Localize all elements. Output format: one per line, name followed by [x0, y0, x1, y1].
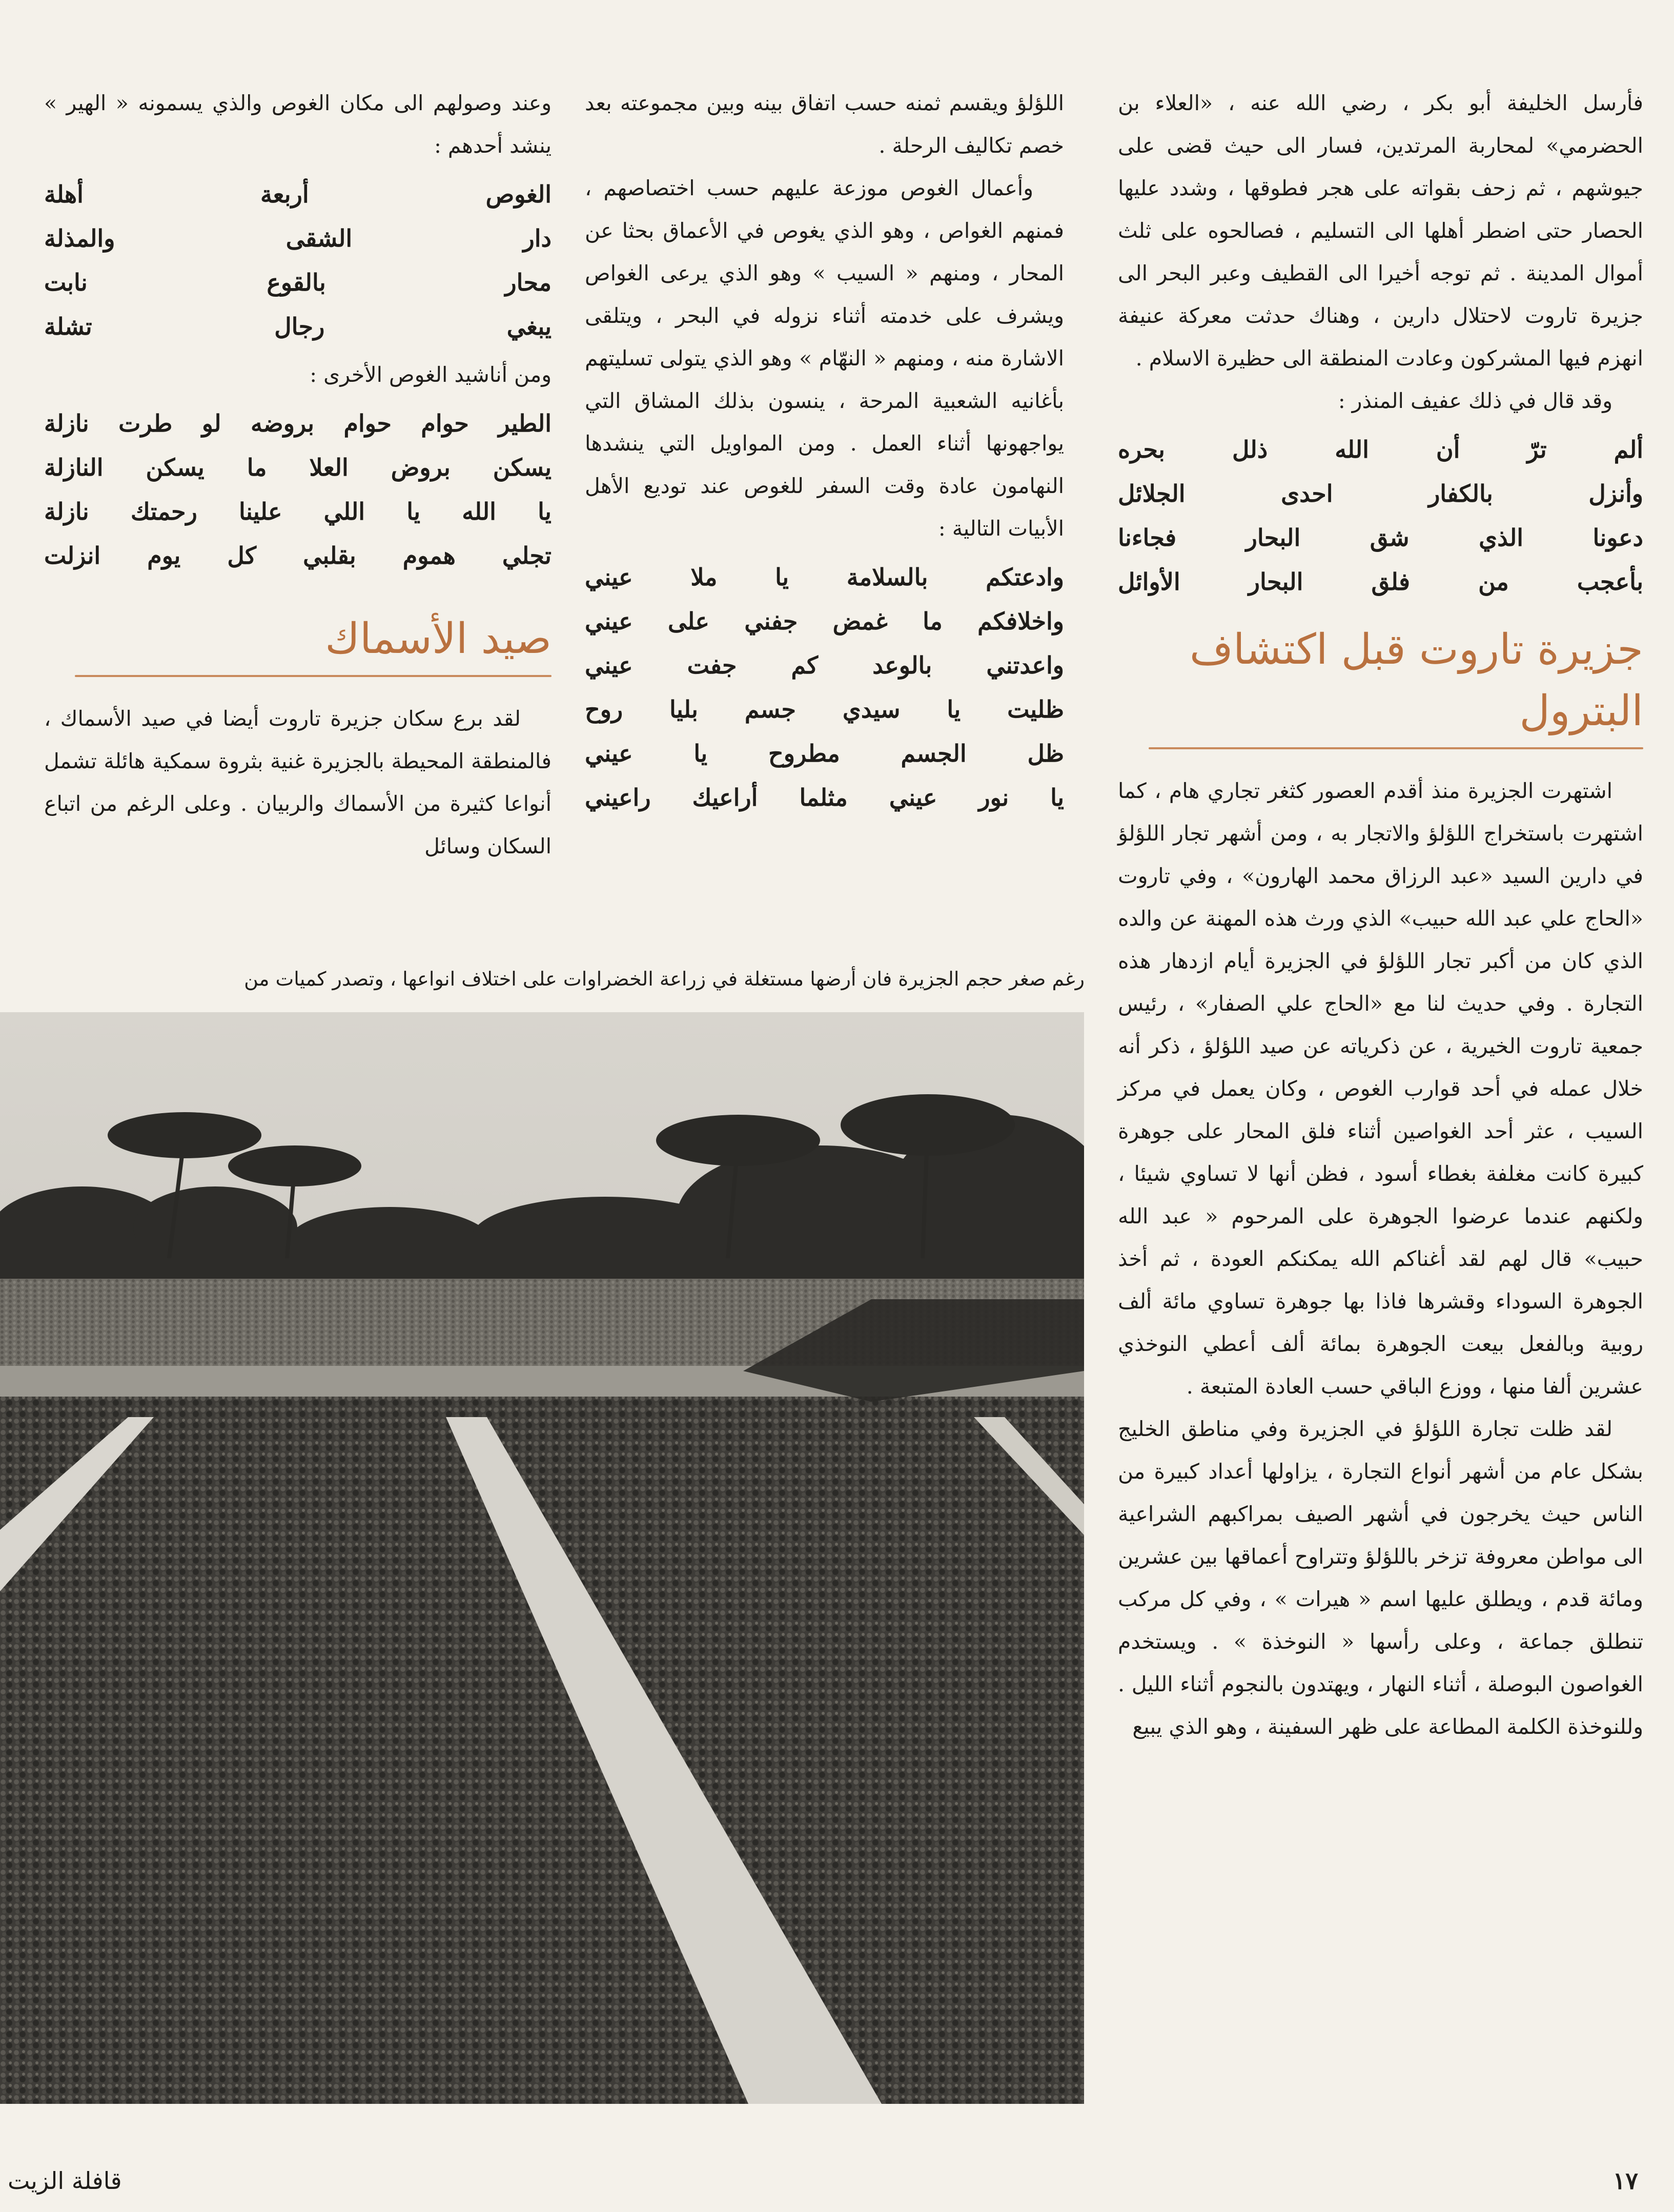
- magazine-name: قافلة الزيت: [8, 2167, 122, 2195]
- paragraph: لقد برع سكان جزيرة تاروت أيضا في صيد الأسماك ، فالمنطقة المحيطة بالجزيرة غنية بثروة سمكية هائلة تشمل أنواعا كثيرة من الأسماك والربيان . وعلى الرغم من اتباع السكان وسائل: [44, 706, 552, 858]
- column-left: [44, 82, 552, 868]
- poem-farewell: [585, 555, 1064, 820]
- section-heading-fishing: صيد الأسماك: [44, 608, 552, 677]
- paragraph: فأرسل الخليفة أبو بكر ، رضي الله عنه ، «العلاء بن الحضرمي» لمحاربة المرتدين، فسار الى حيث قضى على جيوشهم ، ثم زحف بقواته على هجر فطوقها ، وشدد عليها الحصار حتى اضطر أهلها الى التسليم ، فصالحوه على ثلث أموال المدينة . ثم توجه أخيرا الى القطيف وعبر البحر الى جزيرة تاروت لاحتلال دارين ، وهناك حدثت معركة عنيفة انهزم فيها المشركون وعادت المنطقة الى حظيرة الاسلام .: [1118, 91, 1643, 371]
- poem-line: يا نور عيني مثلما أراعيك راعيني: [585, 784, 1064, 811]
- poem-line: وادعتكم بالسلامة يا ملا عيني: [585, 563, 1064, 591]
- poem-line: يبغي رجال تشلة: [44, 313, 552, 340]
- farm-photo: [0, 1012, 1084, 2104]
- photo-caption: رغم صغر حجم الجزيرة فان أرضها مستغلة في زراعة الخضراوات على اختلاف انواعها ، وتصدر كميات من: [244, 968, 1085, 990]
- section-heading-before-oil: جزيرة تاروت قبل اكتشاف البترول: [1118, 619, 1643, 749]
- poem-line: دعونا الذي شق البحار فجاءنا: [1118, 524, 1643, 551]
- poem-line: وأنزل بالكفار احدى الجلائل: [1118, 480, 1643, 507]
- paragraph: اللؤلؤ ويقسم ثمنه حسب اتفاق بينه وبين مجموعته بعد خصم تكاليف الرحلة .: [585, 91, 1064, 158]
- paragraph: وعند وصولهم الى مكان الغوص والذي يسمونه « الهير » ينشد أحدهم :: [44, 91, 552, 158]
- poem-line: واعدتني بالوعد كم جفت عيني: [585, 651, 1064, 679]
- poem-afif: [1118, 427, 1643, 604]
- poem-line: يسكن بروض العلا ما يسكن النازلة: [44, 454, 552, 481]
- poem-line: ألم ترّ أن الله ذلل بحره: [1118, 436, 1643, 463]
- column-right: [1118, 82, 1643, 1748]
- poem-line: واخلافكم ما غمض جفني على عيني: [585, 607, 1064, 635]
- poem-diving: [44, 172, 552, 349]
- poem-line: تجلي هموم بقلبي كل يوم انزلت: [44, 542, 552, 569]
- paragraph: وأعمال الغوص موزعة عليهم حسب اختصاصهم ، فمنهم الغواص ، وهو الذي يغوص في الأعماق بحثا عن المحار ، ومنهم « السيب » وهو الذي يرعى الغواص ويشرف على خدمته أثناء نزوله في البحر ، ويتلقى الاشارة منه ، ومنهم « النهّام » وهو الذي يتولى تسليتهم بأغانيه الشعبية المرحة ، ينسون بذلك المشاق التي يواجهونها أثناء العمل . ومن المواويل التي ينشدها النهامون عادة وقت السفر للغوص عند توديع الأهل الأبيات التالية :: [585, 176, 1064, 541]
- poem-line: بأعجب من فلق البحار الأوائل: [1118, 568, 1643, 596]
- poem-line: محار بالقوع نابت: [44, 269, 552, 296]
- poem-line: دار الشقى والمذلة: [44, 224, 552, 252]
- poem-line: الغوص أربعة أهلة: [44, 180, 552, 208]
- page-number: ١٧: [1612, 2167, 1638, 2195]
- column-middle: [585, 82, 1064, 825]
- paragraph: اشتهرت الجزيرة منذ أقدم العصور كثغر تجاري هام ، كما اشتهرت باستخراج اللؤلؤ والاتجار به ، ومن أشهر تجار اللؤلؤ في دارين السيد «عبد الرزاق محمد الهارون» ، وفي تاروت «الحاج علي عبد الله حبيب» الذي ورث هذه المهنة عن والده الذي كان من أكبر تجار اللؤلؤ في الجزيرة أيام ازدهار هذه التجارة . وفي حديث لنا مع «الحاج علي الصفار» ، رئيس جمعية تاروت الخيرية ، عن ذكرياته عن صيد اللؤلؤ ، ذكر أنه خلال عمله في أحد قوارب الغوص ، وكان يعمل في مركز السيب ، عثر أحد الغواصين أثناء فلق المحار على جوهرة كبيرة كانت مغلفة بغطاء أسود ، فظن أنها لا تساوي شيئا ، ولكنهم عندما عرضوا الجوهرة على المرحوم « عبد الله حبيب» قال لهم لقد أغناكم الله يمكنكم العودة ، ثم أخذ الجوهرة السوداء وقشرها فاذا بها جوهرة تساوي مائة ألف روبية وبالفعل بيعت الجوهرة بمائة ألف أعطي النوخذي عشرين ألفا منها ، ووزع الباقي حسب العادة المتبعة .: [1118, 779, 1643, 1399]
- paragraph: لقد ظلت تجارة اللؤلؤ في الجزيرة وفي مناطق الخليج بشكل عام من أشهر أنواع التجارة ، يزاولها أعداد كبيرة من الناس حيث يخرجون في أشهر الصيف بمراكبهم الشراعية الى مواطن معروفة تزخر باللؤلؤ وتتراوح أعماقها بين عشرين ومائة قدم ، ويطلق عليها اسم « هيرات » ، وفي كل مركب تنطلق جماعة ، وعلى رأسها « النوخذة » . ويستخدم الغواصون البوصلة ، أثناء النهار ، ويهتدون بالنجوم أثناء الليل . وللنوخذة الكلمة المطاعة على ظهر السفينة ، وهو الذي يبيع: [1118, 1417, 1643, 1739]
- paragraph: وقد قال في ذلك عفيف المنذر :: [1338, 388, 1612, 413]
- paragraph: ومن أناشيد الغوص الأخرى :: [310, 362, 552, 387]
- poem-diving-songs: [44, 401, 552, 578]
- poem-line: يا الله يا اللي علينا رحمتك نازلة: [44, 498, 552, 525]
- poem-line: ظل الجسم مطروح يا عيني: [585, 740, 1064, 767]
- poem-line: الطير حوام حوام بروضه لو طرت نازلة: [44, 409, 552, 437]
- poem-line: ظليت يا سيدي جسم بليا روح: [585, 695, 1064, 723]
